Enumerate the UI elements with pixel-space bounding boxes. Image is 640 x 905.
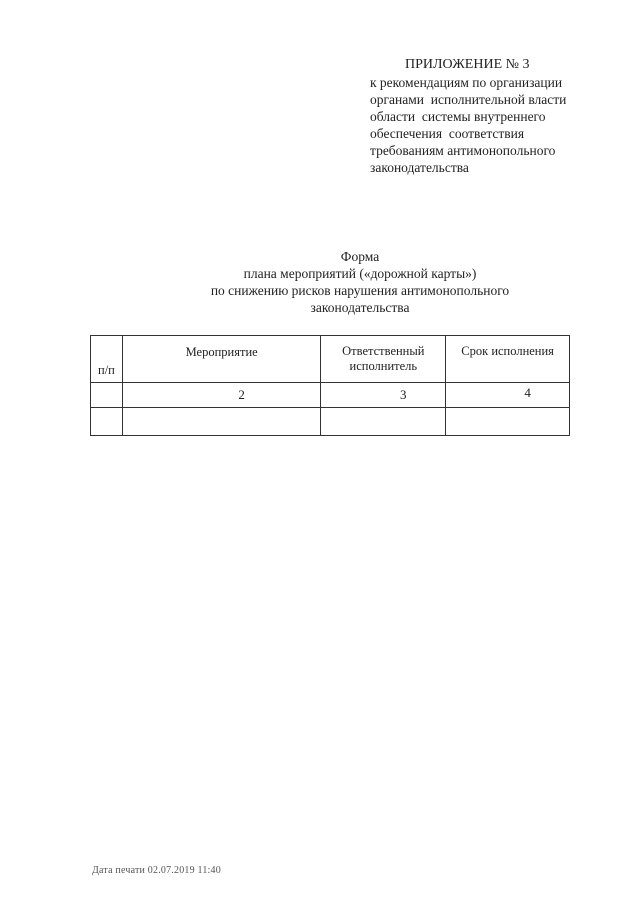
header-cell-responsible — [321, 336, 446, 383]
column-number: 4 — [524, 385, 531, 400]
number-cell — [91, 383, 123, 408]
column-number: 3 — [400, 387, 407, 402]
header-label: Ответственный исполнитель — [342, 344, 425, 373]
column-number: 2 — [238, 387, 245, 402]
header-label: Мероприятие — [185, 345, 258, 359]
number-cell — [321, 383, 446, 408]
table-header-row — [91, 336, 570, 383]
print-date: Дата печати 02.07.2019 11:40 — [92, 865, 221, 876]
header-cell-number — [91, 336, 123, 383]
title-line: плана мероприятий («дорожной карты») — [243, 266, 477, 281]
number-cell — [446, 383, 570, 408]
table-empty-row — [91, 408, 570, 436]
empty-cell[interactable] — [91, 408, 123, 436]
roadmap-table — [90, 335, 570, 436]
appendix-line: законодательства — [370, 160, 469, 175]
title-line: по снижению рисков нарушения антимонопольного — [210, 283, 510, 298]
appendix-block — [370, 56, 620, 176]
number-cell — [122, 383, 320, 408]
header-cell-measure — [122, 336, 320, 383]
empty-cell[interactable] — [321, 408, 446, 436]
empty-cell[interactable] — [446, 408, 570, 436]
appendix-line: органами исполнительной власти — [370, 92, 567, 107]
header-cell-deadline — [446, 336, 570, 383]
form-title — [160, 248, 560, 316]
header-label: Срок исполнения — [461, 344, 554, 358]
table-numbering-row — [91, 383, 570, 408]
appendix-line: области системы внутреннего — [370, 109, 546, 124]
appendix-line: требованиям антимонопольного — [370, 143, 556, 158]
empty-cell[interactable] — [122, 408, 320, 436]
appendix-heading: ПРИЛОЖЕНИЕ № 3 — [405, 57, 530, 72]
appendix-line: к рекомендациям по организации — [370, 75, 563, 90]
title-line: законодательства — [310, 300, 410, 315]
header-label: п/п — [98, 363, 115, 377]
appendix-line: обеспечения соответствия — [370, 126, 525, 141]
title-line: Форма — [340, 249, 380, 264]
